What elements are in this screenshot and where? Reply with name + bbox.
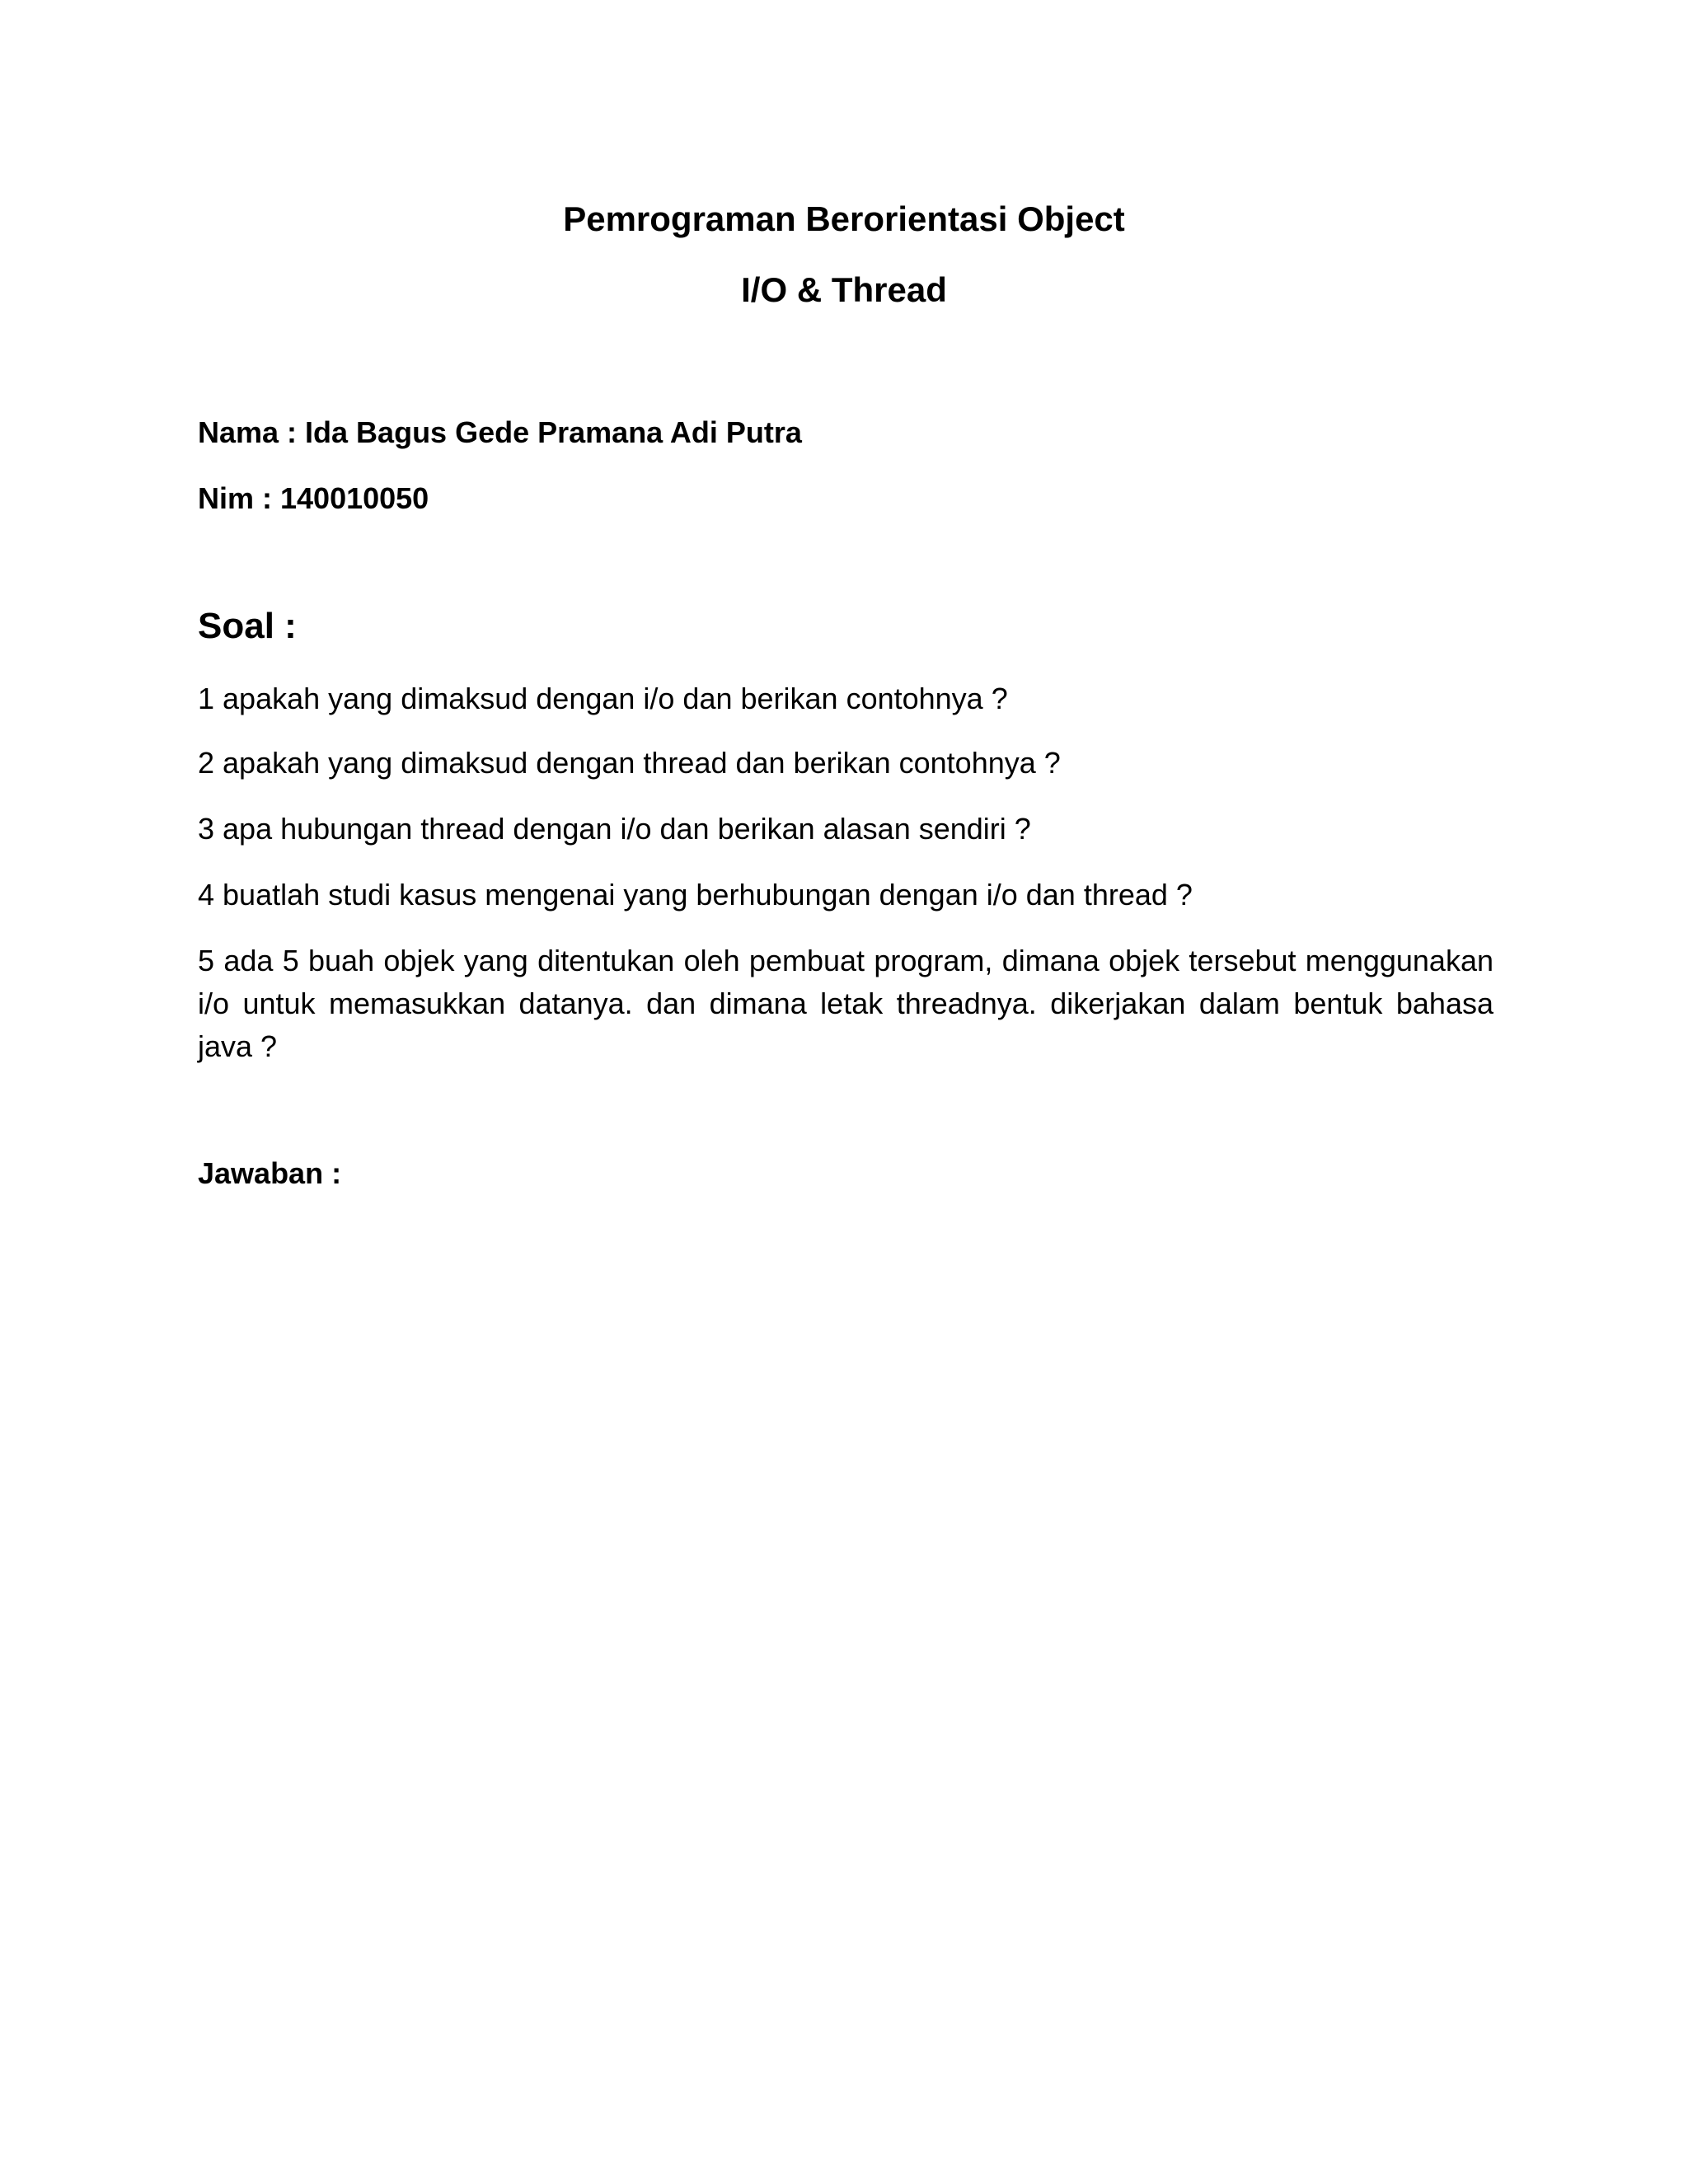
question-1: 1 apakah yang dimaksud dengan i/o dan berikan contohnya ? [198, 682, 1008, 715]
question-4: 4 buatlah studi kasus mengenai yang berhubungan dengan i/o dan thread ? [198, 878, 1193, 912]
document-subtitle: I/O & Thread [741, 270, 947, 309]
question-3: 3 apa hubungan thread dengan i/o dan berikan alasan sendiri ? [198, 812, 1031, 846]
student-nim: Nim : 140010050 [198, 481, 429, 515]
answers-heading: Jawaban : [198, 1156, 342, 1190]
document-title: Pemrograman Berorientasi Object [563, 199, 1125, 238]
question-2: 2 apakah yang dimaksud dengan thread dan berikan contohnya ? [198, 746, 1061, 780]
questions-heading: Soal : [198, 606, 297, 646]
question-5: 5 ada 5 buah objek yang ditentukan oleh pembuat program, dimana objek tersebut menggunakan i/o untuk memasukkan datanya. dan dimana letak threadnya. dikerjakan dalam bentuk bahasa java ? [198, 944, 1493, 1063]
student-name: Nama : Ida Bagus Gede Pramana Adi Putra [198, 415, 802, 449]
